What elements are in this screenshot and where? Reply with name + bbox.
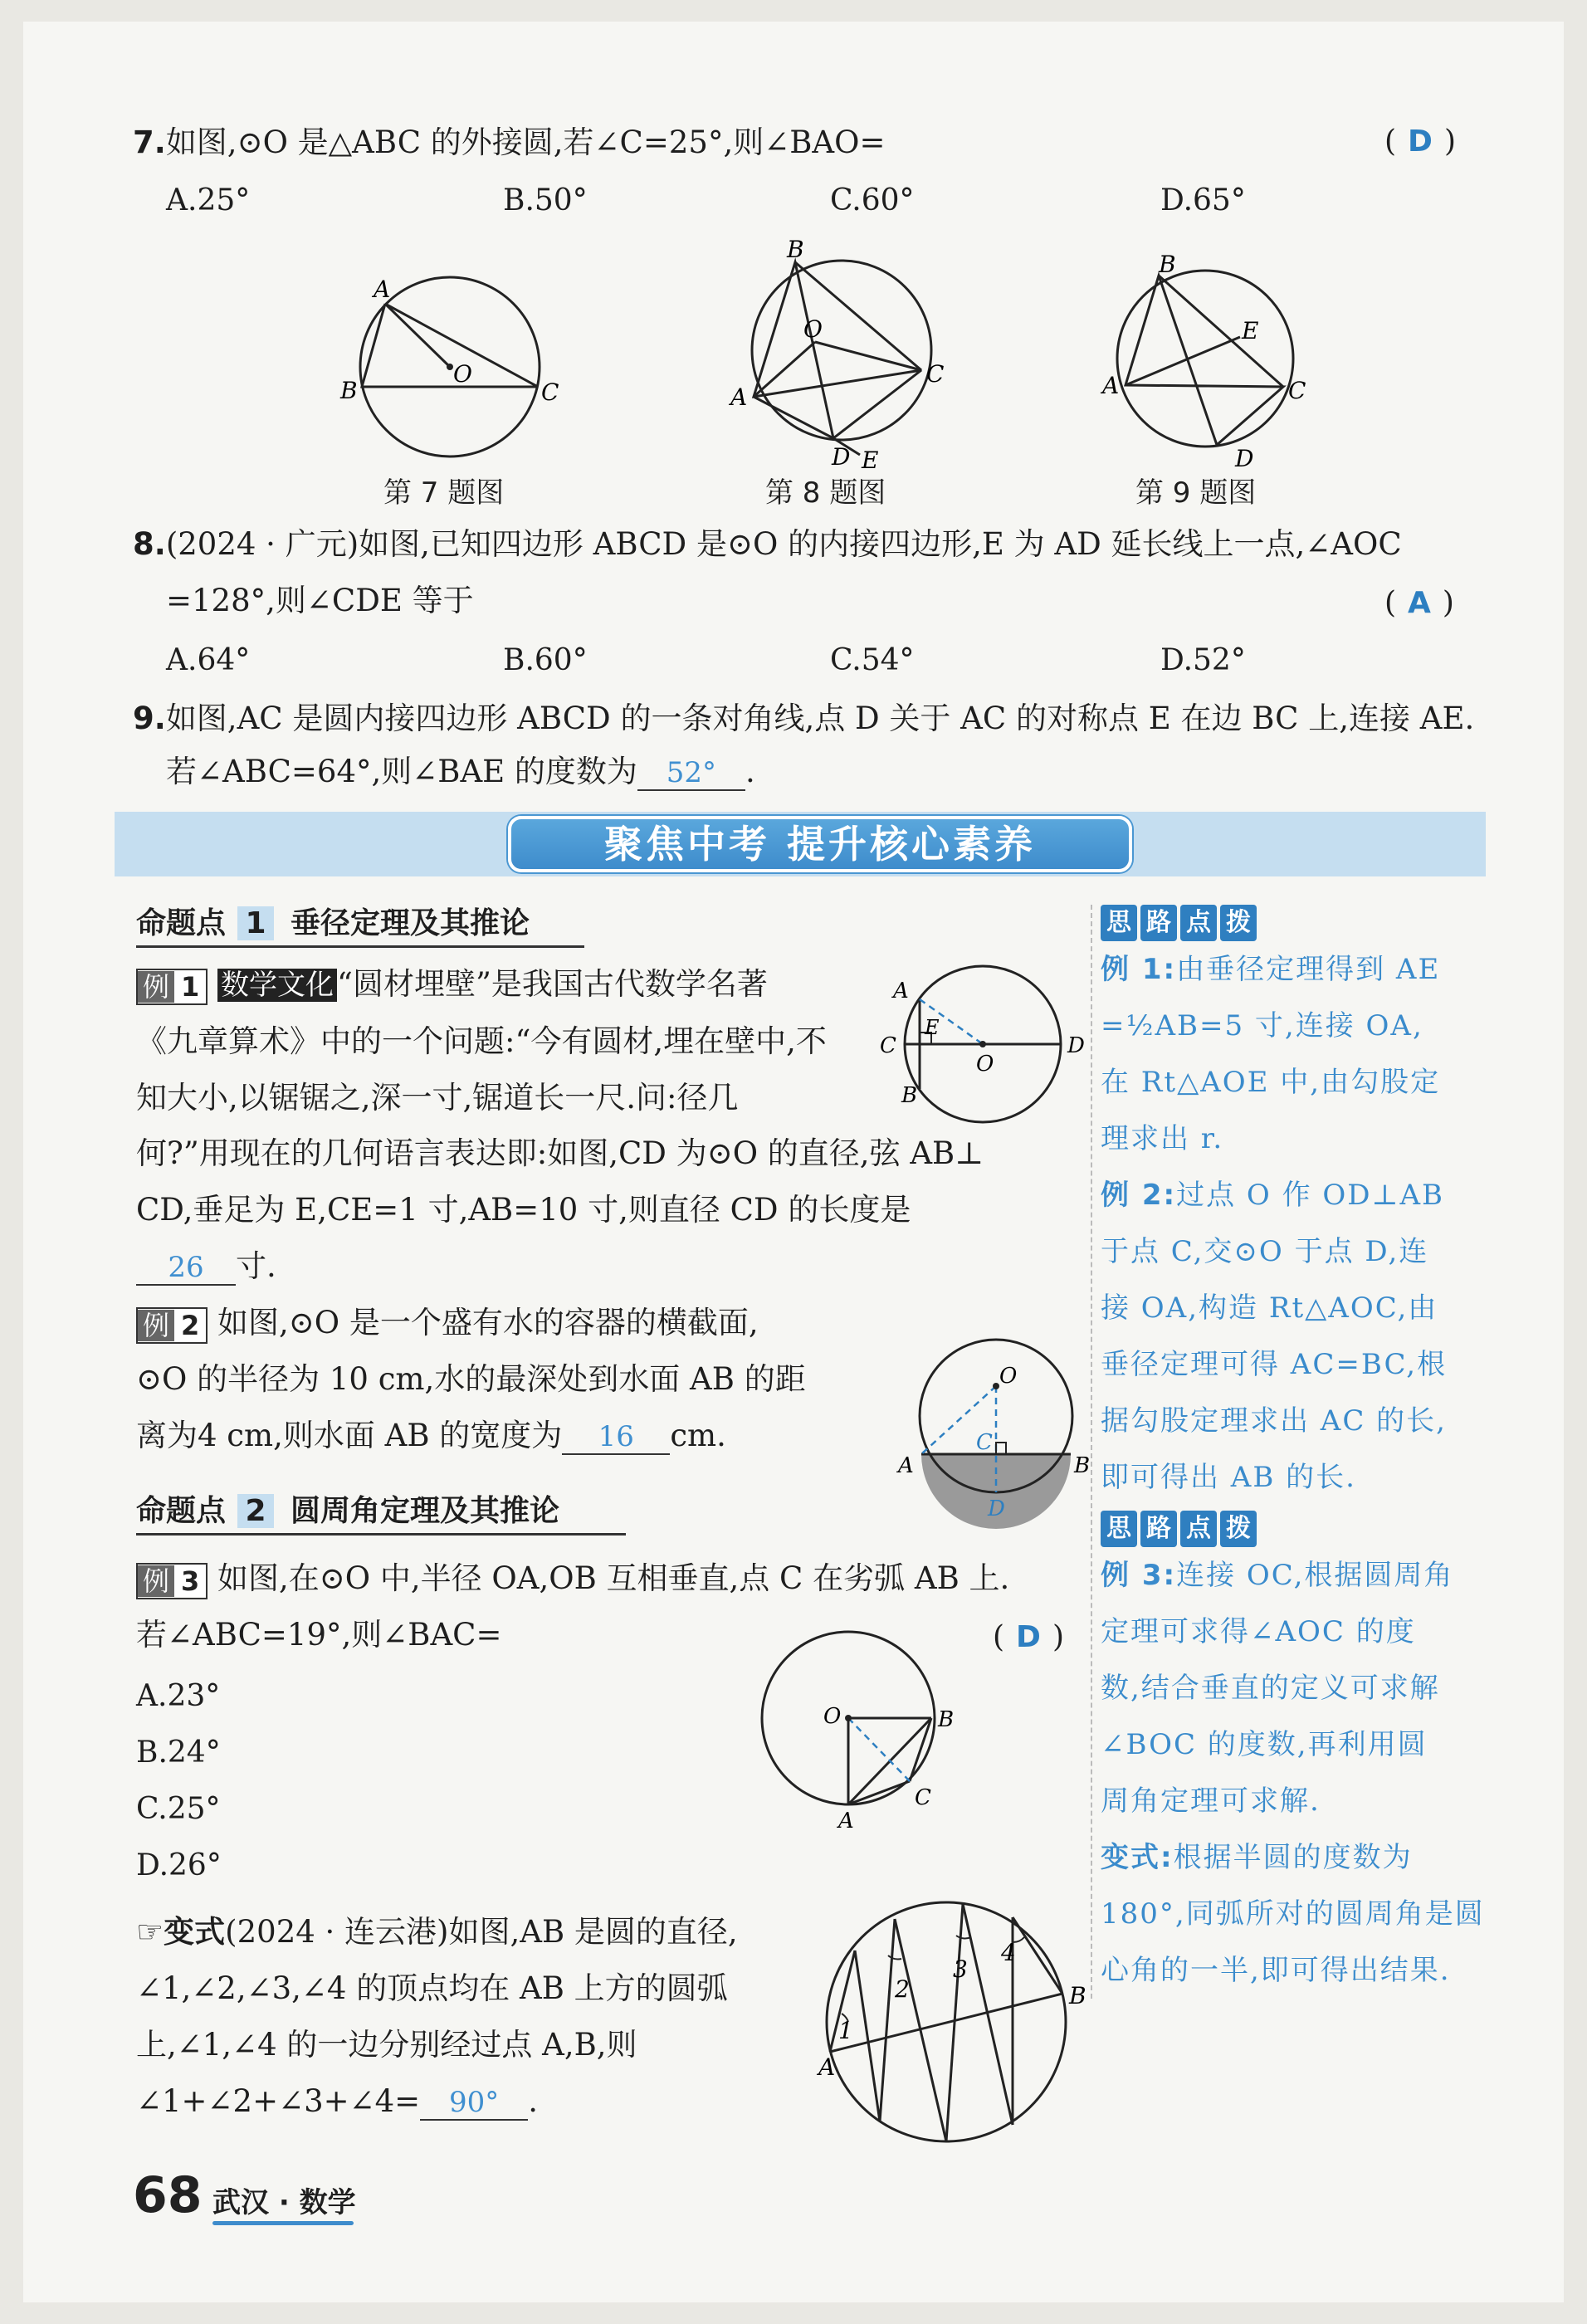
figure-7 xyxy=(332,264,564,471)
tip-text: 在 Rt△AOE 中,由勾股定 xyxy=(1101,1066,1441,1099)
tips-badge-2 xyxy=(1101,1511,1257,1547)
ex1-fig-label-c: C xyxy=(880,1033,896,1058)
ex3-option-a: A.23° xyxy=(136,1679,221,1713)
fig8-caption: 第 8 题图 xyxy=(765,476,886,510)
tip-line xyxy=(1101,1167,1487,1223)
ex3-fig-label-o: O xyxy=(823,1704,842,1729)
ex2-tag-label: 例 xyxy=(138,1310,174,1341)
variant-period: . xyxy=(528,2083,538,2119)
ex3-tag-number: 3 xyxy=(174,1565,206,1597)
tip-line xyxy=(1101,1773,1487,1829)
ex1-answer: 26 xyxy=(136,1251,236,1286)
variant-line-1 xyxy=(136,1904,738,1960)
ex2-answer: 16 xyxy=(562,1420,670,1455)
ex1-unit: 寸. xyxy=(236,1248,276,1284)
q7-text: 如图,⊙O 是△ABC 的外接圆,若∠C=25°,则∠BAO= xyxy=(165,124,886,160)
q7-number: 7. xyxy=(133,124,166,160)
variant-text-4: ∠1+∠2+∠3+∠4= xyxy=(136,2083,421,2119)
tip-text: 接 OA,构造 Rt△AOC,由 xyxy=(1101,1291,1438,1325)
variant-angle-1: 1 xyxy=(838,2017,853,2044)
ex3-option-d: D.26° xyxy=(136,1848,222,1882)
variant-label: 变式 xyxy=(164,1914,226,1950)
q8-answer-paren: ( A ) xyxy=(1384,586,1454,620)
ex3-figure xyxy=(747,1623,963,1831)
q9-number: 9. xyxy=(133,701,166,736)
ex2-fig-label-d: D xyxy=(988,1496,1005,1521)
q8-line1 xyxy=(133,523,1402,566)
tips-badge-char: 拨 xyxy=(1220,905,1257,941)
tip-text: 垂径定理可得 AC=BC,根 xyxy=(1101,1348,1448,1381)
tip-line xyxy=(1101,1054,1487,1111)
tip-text: 周角定理可求解. xyxy=(1101,1784,1321,1818)
variant-label-b: B xyxy=(1069,1982,1086,2009)
tip-text: 180°,同弧所对的圆周角是圆 xyxy=(1101,1897,1485,1931)
tip-text: 连接 OC,根据圆周角 xyxy=(1176,1559,1454,1592)
tip-text: 定理可求得∠AOC 的度 xyxy=(1101,1615,1416,1648)
variant-angle-4: 4 xyxy=(1001,1939,1016,1966)
tip-line xyxy=(1101,1223,1487,1280)
q7-option-b: B.50° xyxy=(503,183,588,217)
tip-line xyxy=(1101,1886,1487,1942)
example-3 xyxy=(136,1550,1009,1607)
example-2 xyxy=(136,1295,806,1464)
tip-line xyxy=(1101,1336,1487,1393)
section-1-title: 垂径定理及其推论 xyxy=(291,906,530,940)
tip-text: 据勾股定理求出 AC 的长, xyxy=(1101,1404,1447,1438)
ex1-line-1 xyxy=(136,956,867,1013)
tip-text: 于点 C,交⊙O 于点 D,连 xyxy=(1101,1235,1429,1268)
ex1-answer-line xyxy=(136,1238,276,1295)
fig8-label-o: O xyxy=(803,315,823,343)
ex1-culture-badge: 数学文化 xyxy=(217,969,337,1002)
q7-answer: D xyxy=(1408,124,1433,159)
pointing-hand-icon: ☞ xyxy=(136,1914,164,1950)
tip-line xyxy=(1101,1660,1487,1716)
tip-line xyxy=(1101,1604,1487,1660)
tip-line xyxy=(1101,1393,1487,1449)
q9-line2 xyxy=(166,750,755,793)
tip-line xyxy=(1101,941,1487,998)
tips-block-1 xyxy=(1101,941,1487,1506)
tip-text: ∠BOC 的度数,再利用圆 xyxy=(1101,1728,1428,1761)
ex2-text-3: 离为4 cm,则水面 AB 的宽度为 xyxy=(136,1418,563,1453)
fig7-label-a: A xyxy=(374,276,391,303)
section-1-label: 命题点 xyxy=(136,906,227,940)
fig8-label-e: E xyxy=(862,447,879,474)
tip-text: 数,结合垂直的定义可求解 xyxy=(1101,1672,1440,1705)
q7-option-d: D.65° xyxy=(1160,183,1246,217)
section-2-title: 圆周角定理及其推论 xyxy=(291,1494,560,1528)
ex3-fig-label-a: A xyxy=(838,1809,854,1833)
tip-head: 例 3: xyxy=(1101,1559,1177,1592)
ex1-tag xyxy=(136,969,208,1005)
ex1-text-5: CD,垂足为 E,CE=1 寸,AB=10 寸,则直径 CD 的长度是 xyxy=(136,1192,911,1228)
tip-line xyxy=(1101,998,1487,1054)
ex2-text-1: 如图,⊙O 是一个盛有水的容器的横截面, xyxy=(217,1305,759,1340)
tip-text: 根据半圆的度数为 xyxy=(1173,1841,1413,1874)
tip-text: 由垂径定理得到 AE xyxy=(1176,953,1441,986)
fig7-label-c: C xyxy=(541,378,559,406)
ex2-fig-label-b: B xyxy=(1074,1453,1091,1478)
q7-answer-paren: ( D ) xyxy=(1384,124,1456,159)
tip-line xyxy=(1101,1449,1487,1506)
tip-line xyxy=(1101,1547,1487,1604)
ex1-tag-number: 1 xyxy=(174,971,206,1003)
fig9-label-c: C xyxy=(1288,377,1306,404)
ex2-unit: cm. xyxy=(670,1418,726,1453)
fig8-label-a: A xyxy=(730,383,748,411)
fig8-label-d: D xyxy=(832,443,851,471)
tips-column xyxy=(1091,905,1487,1999)
variant-line-4 xyxy=(136,2073,738,2130)
q9-line1 xyxy=(133,697,1474,740)
q7-option-c: C.60° xyxy=(830,183,915,217)
ex2-fig-label-a: A xyxy=(898,1453,914,1478)
fig9-label-e: E xyxy=(1242,317,1259,344)
ex2-figure xyxy=(896,1331,1096,1522)
ex3-option-c: C.25° xyxy=(136,1792,221,1826)
ex1-text-3: 知大小,以锯锯之,深一寸,锯道长一尺.问:径几 xyxy=(136,1080,739,1116)
ex2-fig-label-c: C xyxy=(976,1430,993,1455)
page-number: 68 xyxy=(133,2166,203,2224)
q8-text-1: (2024 · 广元)如图,已知四边形 ABCD 是⊙O 的内接四边形,E 为 AD 延长线上一点,∠AOC xyxy=(165,526,1402,562)
ex2-line-1 xyxy=(136,1295,806,1351)
fig8-label-c: C xyxy=(926,360,945,388)
tip-head: 变式: xyxy=(1101,1841,1174,1874)
figure-8 xyxy=(722,234,971,475)
tips-badge-1 xyxy=(1101,905,1257,941)
variant-angle-2: 2 xyxy=(895,1975,910,2003)
ex1-text-4: 何?”用现在的几何语言表达即:如图,CD 为⊙O 的直径,弦 AB⊥ xyxy=(136,1135,984,1171)
ex1-text-2: 《九章算术》中的一个问题:“今有圆材,埋在壁中,不 xyxy=(136,1023,827,1059)
ex1-figure xyxy=(877,963,1092,1129)
tip-head: 例 1: xyxy=(1101,953,1177,986)
ex2-tag xyxy=(136,1307,208,1344)
fig9-label-d: D xyxy=(1235,445,1254,472)
tip-line xyxy=(1101,1716,1487,1773)
section-2-header xyxy=(136,1487,626,1536)
ex2-tag-number: 2 xyxy=(174,1310,206,1341)
ex1-tag-label: 例 xyxy=(138,971,174,1003)
q7-option-a: A.25° xyxy=(166,183,251,217)
ex3-text-1: 如图,在⊙O 中,半径 OA,OB 互相垂直,点 C 在劣弧 AB 上. xyxy=(217,1560,1010,1596)
variant-block xyxy=(136,1904,738,2130)
section-1-header xyxy=(136,900,584,948)
variant-angle-3: 3 xyxy=(953,1955,968,1983)
tips-badge-char: 点 xyxy=(1180,905,1217,941)
q9-period: . xyxy=(745,754,755,789)
q8-option-c: C.54° xyxy=(830,643,915,677)
q8-option-b: B.60° xyxy=(503,643,588,677)
tip-line xyxy=(1101,1942,1487,1999)
tip-text: 理求出 r. xyxy=(1101,1122,1224,1155)
tip-text: =½AB=5 寸,连接 OA, xyxy=(1101,1009,1423,1042)
tip-line xyxy=(1101,1280,1487,1336)
variant-text-2: ∠1,∠2,∠3,∠4 的顶点均在 AB 上方的圆弧 xyxy=(136,1970,728,2006)
fig7-label-b: B xyxy=(340,377,358,404)
footer-title: 武汉 · 数学 xyxy=(212,2186,356,2219)
tips-badge-char: 路 xyxy=(1140,1511,1177,1547)
tip-text: 过点 O 作 OD⊥AB xyxy=(1176,1179,1445,1212)
ex3-fig-label-b: B xyxy=(938,1707,955,1732)
ex1-fig-label-o: O xyxy=(976,1052,994,1077)
ex3-fig-label-c: C xyxy=(915,1785,931,1810)
ex2-line-3 xyxy=(136,1408,806,1464)
fig9-label-b: B xyxy=(1159,251,1176,278)
figure-9 xyxy=(1096,251,1328,475)
footer-accent-bar xyxy=(212,2221,354,2225)
ex1-text-1: “圆材埋壁”是我国古代数学名著 xyxy=(337,966,768,1002)
q8-answer: A xyxy=(1408,586,1431,620)
q7-stem xyxy=(133,121,885,164)
ex2-text-2: ⊙O 的半径为 10 cm,水的最深处到水面 AB 的距 xyxy=(136,1361,806,1397)
tips-block-2 xyxy=(1101,1547,1487,1999)
banner-title: 聚焦中考 提升核心素养 xyxy=(508,816,1132,872)
fig9-label-a: A xyxy=(1102,372,1120,399)
fig7-label-o: O xyxy=(453,360,472,388)
tip-line xyxy=(1101,1829,1487,1886)
ex1-fig-label-b: B xyxy=(901,1083,918,1108)
ex3-tag xyxy=(136,1563,208,1599)
ex1-fig-label-a: A xyxy=(893,979,909,1003)
q8-line2: =128°,则∠CDE 等于 xyxy=(166,583,474,618)
tip-text: 心角的一半,即可得出结果. xyxy=(1101,1954,1451,1987)
variant-label-a: A xyxy=(818,2053,836,2081)
q9-text-2: 若∠ABC=64°,则∠BAE 的度数为 xyxy=(166,754,637,789)
ex1-fig-label-e: E xyxy=(925,1016,940,1039)
ex3-tag-label: 例 xyxy=(138,1565,174,1597)
ex3-answer-paren: ( D ) xyxy=(993,1620,1064,1654)
q8-option-a: A.64° xyxy=(166,643,251,677)
ex3-text-2: 若∠ABC=19°,则∠BAC= xyxy=(136,1617,502,1653)
tips-badge-char: 拨 xyxy=(1220,1511,1257,1547)
q9-text-1: 如图,AC 是圆内接四边形 ABCD 的一条对角线,点 D 关于 AC 的对称点 E 在边 BC 上,连接 AE. xyxy=(165,701,1475,736)
tips-badge-char: 路 xyxy=(1140,905,1177,941)
tip-line xyxy=(1101,1111,1487,1167)
q8-option-d: D.52° xyxy=(1160,643,1246,677)
tip-head: 例 2: xyxy=(1101,1179,1177,1212)
q9-answer: 52° xyxy=(637,756,745,791)
variant-answer: 90° xyxy=(420,2086,528,2121)
q8-number: 8. xyxy=(133,526,166,562)
ex3-answer: D xyxy=(1016,1620,1041,1654)
fig7-caption: 第 7 题图 xyxy=(383,476,505,510)
ex2-fig-label-o: O xyxy=(999,1364,1018,1389)
tip-text: 即可得出 AB 的长. xyxy=(1101,1461,1356,1494)
fig8-label-b: B xyxy=(787,236,804,263)
example-1 xyxy=(136,956,867,1126)
section-2-number: 2 xyxy=(237,1494,274,1528)
ex1-fig-label-d: D xyxy=(1067,1033,1085,1058)
section-banner xyxy=(115,812,1486,876)
tips-badge-char: 思 xyxy=(1101,1511,1137,1547)
fig9-caption: 第 9 题图 xyxy=(1135,476,1257,510)
variant-figure xyxy=(818,1897,1096,2146)
section-2-label: 命题点 xyxy=(136,1494,227,1528)
variant-text-1: (2024 · 连云港)如图,AB 是圆的直径, xyxy=(225,1914,738,1950)
tips-badge-char: 点 xyxy=(1180,1511,1217,1547)
section-1-number: 1 xyxy=(237,906,274,940)
ex3-option-b: B.24° xyxy=(136,1736,221,1770)
variant-text-3: 上,∠1,∠4 的一边分别经过点 A,B,则 xyxy=(136,2027,637,2063)
tips-badge-char: 思 xyxy=(1101,905,1137,941)
